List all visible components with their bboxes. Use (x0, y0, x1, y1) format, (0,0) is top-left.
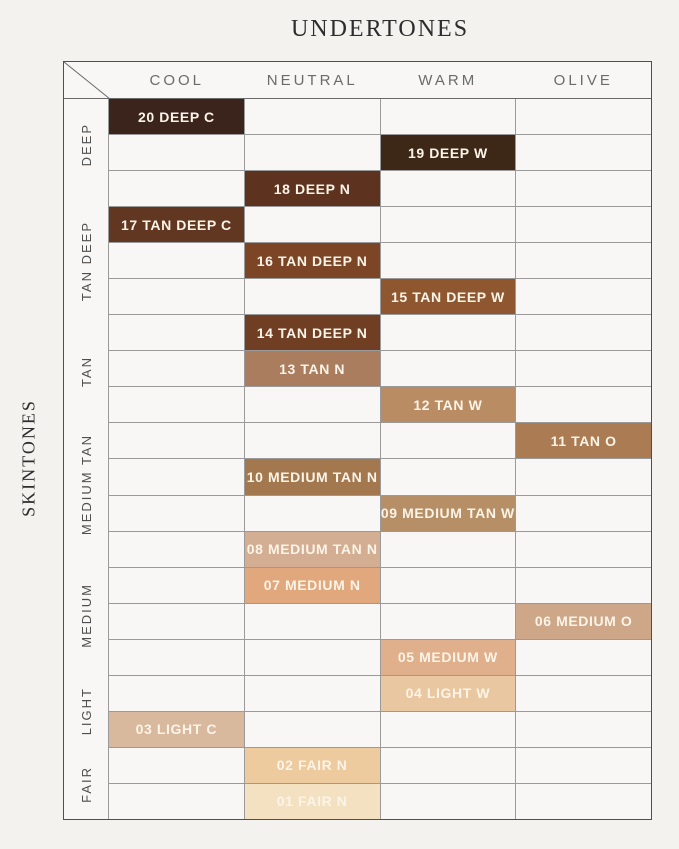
row-group-label: DEEP (78, 122, 94, 166)
cell (109, 568, 244, 603)
cell (244, 135, 380, 170)
cell (515, 423, 651, 458)
cell (109, 387, 244, 422)
cell (244, 459, 380, 494)
shade-label: 06 MEDIUM O (534, 613, 633, 630)
row-group-label: FAIR (78, 766, 94, 804)
shade-cell (516, 423, 651, 458)
cell (109, 712, 244, 747)
shade-label: 17 TAN DEEP C (120, 216, 232, 233)
cell (109, 676, 244, 711)
table-row (109, 712, 651, 748)
table-row (109, 351, 651, 387)
shade-cell (245, 784, 380, 819)
table-row (109, 387, 651, 423)
shade-label: 18 DEEP N (273, 180, 351, 197)
cell (380, 784, 516, 819)
shade-label: 14 TAN DEEP N (256, 324, 368, 341)
cell (109, 496, 244, 531)
cell (515, 135, 651, 170)
shade-cell (245, 171, 380, 206)
cell (109, 135, 244, 170)
shade-label: 02 FAIR N (276, 757, 348, 774)
cell (109, 99, 244, 134)
shade-label: 05 MEDIUM W (397, 649, 498, 666)
table-row (109, 568, 651, 604)
cell (244, 748, 380, 783)
cell (109, 532, 244, 567)
cell (380, 387, 516, 422)
cell (380, 279, 516, 314)
cell (515, 496, 651, 531)
table-row (109, 315, 651, 351)
cell (244, 604, 380, 639)
cell (380, 315, 516, 350)
shade-label: 13 TAN N (279, 360, 346, 377)
cell (109, 207, 244, 242)
cell (515, 532, 651, 567)
row-group-label: MEDIUM (78, 582, 94, 648)
cell (515, 315, 651, 350)
cell (380, 640, 516, 675)
shade-chart-table (63, 61, 652, 820)
cell (244, 99, 380, 134)
cell (244, 640, 380, 675)
cell (109, 423, 244, 458)
shade-label: 07 MEDIUM N (263, 577, 361, 594)
table-row (109, 423, 651, 459)
shade-cell (245, 748, 380, 783)
shade-cell (381, 135, 516, 170)
shade-cell (109, 99, 244, 134)
cell (515, 676, 651, 711)
table-row (109, 604, 651, 640)
cell (244, 496, 380, 531)
cell (380, 135, 516, 170)
shade-label: 03 LIGHT C (135, 721, 218, 738)
shade-label: 01 FAIR N (276, 793, 348, 810)
corner-cell (64, 62, 109, 98)
shade-label: 16 TAN DEEP N (256, 252, 368, 269)
table-row (109, 279, 651, 315)
shade-cell (381, 279, 516, 314)
row-group-medium (64, 559, 108, 671)
cell (515, 784, 651, 819)
skintones-title: SKINTONES (18, 399, 39, 517)
table-row (109, 532, 651, 568)
table-row (109, 496, 651, 532)
shade-label: 19 DEEP W (407, 144, 488, 161)
cell (244, 243, 380, 278)
cell (515, 459, 651, 494)
column-header-neutral: NEUTRAL (266, 71, 358, 89)
cell (244, 279, 380, 314)
cell (109, 243, 244, 278)
row-group-label: LIGHT (78, 686, 94, 735)
cell (380, 496, 516, 531)
shade-label: 09 MEDIUM TAN W (380, 505, 515, 522)
cell (515, 568, 651, 603)
cell (380, 99, 516, 134)
row-group-label: MEDIUM TAN (78, 434, 94, 536)
shade-cell (381, 640, 516, 675)
corner-diagonal-line (64, 62, 110, 99)
shade-cell (381, 496, 516, 531)
table-row (109, 748, 651, 784)
shade-cell (245, 532, 380, 567)
cell (244, 784, 380, 819)
cell (515, 243, 651, 278)
cell (380, 423, 516, 458)
shade-cell (381, 676, 516, 711)
shade-label: 20 DEEP C (138, 108, 215, 125)
cell (515, 171, 651, 206)
shade-cell (245, 568, 380, 603)
cell (109, 171, 244, 206)
cell (380, 351, 516, 386)
cell (244, 423, 380, 458)
cell (109, 748, 244, 783)
row-group-deep (64, 99, 108, 190)
table-row (109, 784, 651, 819)
cell (380, 748, 516, 783)
cell (380, 568, 516, 603)
row-group-tan (64, 333, 108, 411)
cell (109, 459, 244, 494)
cell (515, 207, 651, 242)
cell (380, 171, 516, 206)
undertones-title: UNDERTONES (290, 16, 470, 42)
shade-label: 15 TAN DEEP W (390, 288, 505, 305)
cell (380, 676, 516, 711)
shade-label: 12 TAN W (413, 396, 483, 413)
cell (515, 99, 651, 134)
shade-cell (381, 387, 516, 422)
table-row (109, 171, 651, 207)
shade-label: 04 LIGHT W (405, 685, 491, 702)
table-row (109, 676, 651, 712)
shade-label: 10 MEDIUM TAN N (246, 468, 378, 485)
shade-cell (109, 207, 244, 242)
shade-label: 08 MEDIUM TAN N (246, 541, 378, 558)
shade-cell (245, 459, 380, 494)
cell (244, 532, 380, 567)
cell (109, 315, 244, 350)
shade-grid (109, 99, 651, 819)
row-group-light (64, 671, 108, 751)
cell (380, 459, 516, 494)
cell (380, 532, 516, 567)
shade-cell (109, 712, 244, 747)
cell (109, 279, 244, 314)
table-row (109, 243, 651, 279)
column-header-warm: WARM (418, 71, 478, 89)
cell (109, 604, 244, 639)
shade-cell (516, 604, 651, 639)
shade-cell (245, 243, 380, 278)
cell (109, 351, 244, 386)
cell (515, 640, 651, 675)
table-row (109, 99, 651, 135)
cell (380, 207, 516, 242)
cell (109, 784, 244, 819)
cell (515, 351, 651, 386)
cell (244, 712, 380, 747)
row-group-tan-deep (64, 190, 108, 333)
cell (515, 604, 651, 639)
table-row (109, 207, 651, 243)
cell (244, 676, 380, 711)
row-group-labels (64, 99, 109, 819)
shade-cell (245, 351, 380, 386)
cell (515, 279, 651, 314)
shade-label: 11 TAN O (550, 432, 617, 449)
cell (244, 207, 380, 242)
cell (380, 712, 516, 747)
cell (515, 712, 651, 747)
cell (244, 387, 380, 422)
column-header-olive: OLIVE (553, 71, 613, 89)
table-row (109, 135, 651, 171)
column-header-cool: COOL (149, 71, 204, 89)
row-group-medium-tan (64, 411, 108, 559)
row-group-fair (64, 751, 108, 819)
cell (244, 171, 380, 206)
cell (244, 351, 380, 386)
cell (244, 568, 380, 603)
row-group-label: TAN (78, 356, 94, 388)
table-row (109, 459, 651, 495)
cell (515, 748, 651, 783)
cell (515, 387, 651, 422)
row-group-label: TAN DEEP (78, 221, 94, 302)
cell (244, 315, 380, 350)
header-row (64, 62, 651, 99)
cell (380, 243, 516, 278)
table-body (64, 99, 651, 819)
cell (380, 604, 516, 639)
shade-cell (245, 315, 380, 350)
cell (109, 640, 244, 675)
table-row (109, 640, 651, 676)
